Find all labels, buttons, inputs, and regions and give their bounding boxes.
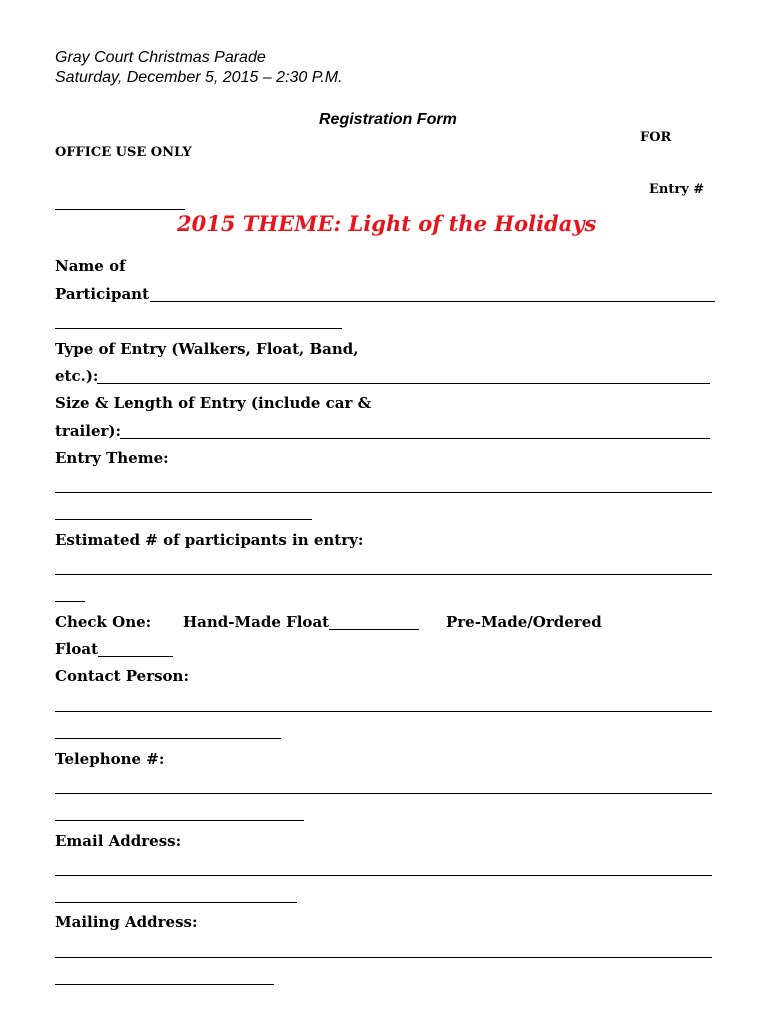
telephone-label: Telephone #: — [55, 750, 165, 768]
hand-made-float-label: Hand-Made Float — [183, 613, 330, 631]
for-label: FOR — [640, 130, 672, 145]
event-date: Saturday, December 5, 2015 – 2:30 P.M. — [55, 69, 343, 86]
type-label-line1: Type of Entry (Walkers, Float, Band, — [55, 340, 359, 358]
telephone-field[interactable] — [55, 793, 712, 794]
office-use-only-label: OFFICE USE ONLY — [55, 145, 192, 160]
form-title: Registration Form — [319, 111, 457, 128]
entry-theme-label: Entry Theme: — [55, 449, 169, 467]
mailing-address-field-cont[interactable] — [55, 984, 274, 985]
event-name: Gray Court Christmas Parade — [55, 49, 266, 66]
contact-person-label: Contact Person: — [55, 667, 189, 685]
contact-person-field-cont[interactable] — [55, 738, 281, 739]
estimated-participants-field[interactable] — [55, 574, 712, 575]
name-label-line1: Name of — [55, 257, 126, 275]
mailing-address-label: Mailing Address: — [55, 913, 198, 931]
theme-heading: 2015 THEME: Light of the Holidays — [177, 211, 597, 236]
estimated-participants-label: Estimated # of participants in entry: — [55, 531, 364, 549]
entry-number-label: Entry # — [649, 182, 705, 197]
telephone-field-cont[interactable] — [55, 820, 304, 821]
entry-size-field[interactable] — [120, 438, 710, 439]
hand-made-float-field[interactable] — [329, 629, 419, 630]
name-label-line2: Participant — [55, 285, 149, 303]
size-label-line2: trailer): — [55, 422, 122, 440]
entry-theme-field[interactable] — [55, 492, 712, 493]
pre-made-float-field[interactable] — [98, 656, 173, 657]
entry-theme-field-cont[interactable] — [55, 519, 312, 520]
size-label-line1: Size & Length of Entry (include car & — [55, 394, 372, 412]
contact-person-field[interactable] — [55, 711, 712, 712]
float-label: Float — [55, 640, 99, 658]
entry-number-field[interactable] — [55, 209, 185, 210]
entry-type-field[interactable] — [97, 383, 710, 384]
email-label: Email Address: — [55, 832, 182, 850]
pre-made-label: Pre-Made/Ordered — [446, 613, 602, 631]
mailing-address-field[interactable] — [55, 957, 712, 958]
participant-name-field-cont[interactable] — [55, 328, 342, 329]
check-one-label: Check One: — [55, 613, 152, 631]
email-field[interactable] — [55, 875, 712, 876]
estimated-participants-field-cont[interactable] — [55, 601, 85, 602]
type-label-line2: etc.): — [55, 367, 99, 385]
email-field-cont[interactable] — [55, 902, 297, 903]
participant-name-field[interactable] — [150, 301, 715, 302]
